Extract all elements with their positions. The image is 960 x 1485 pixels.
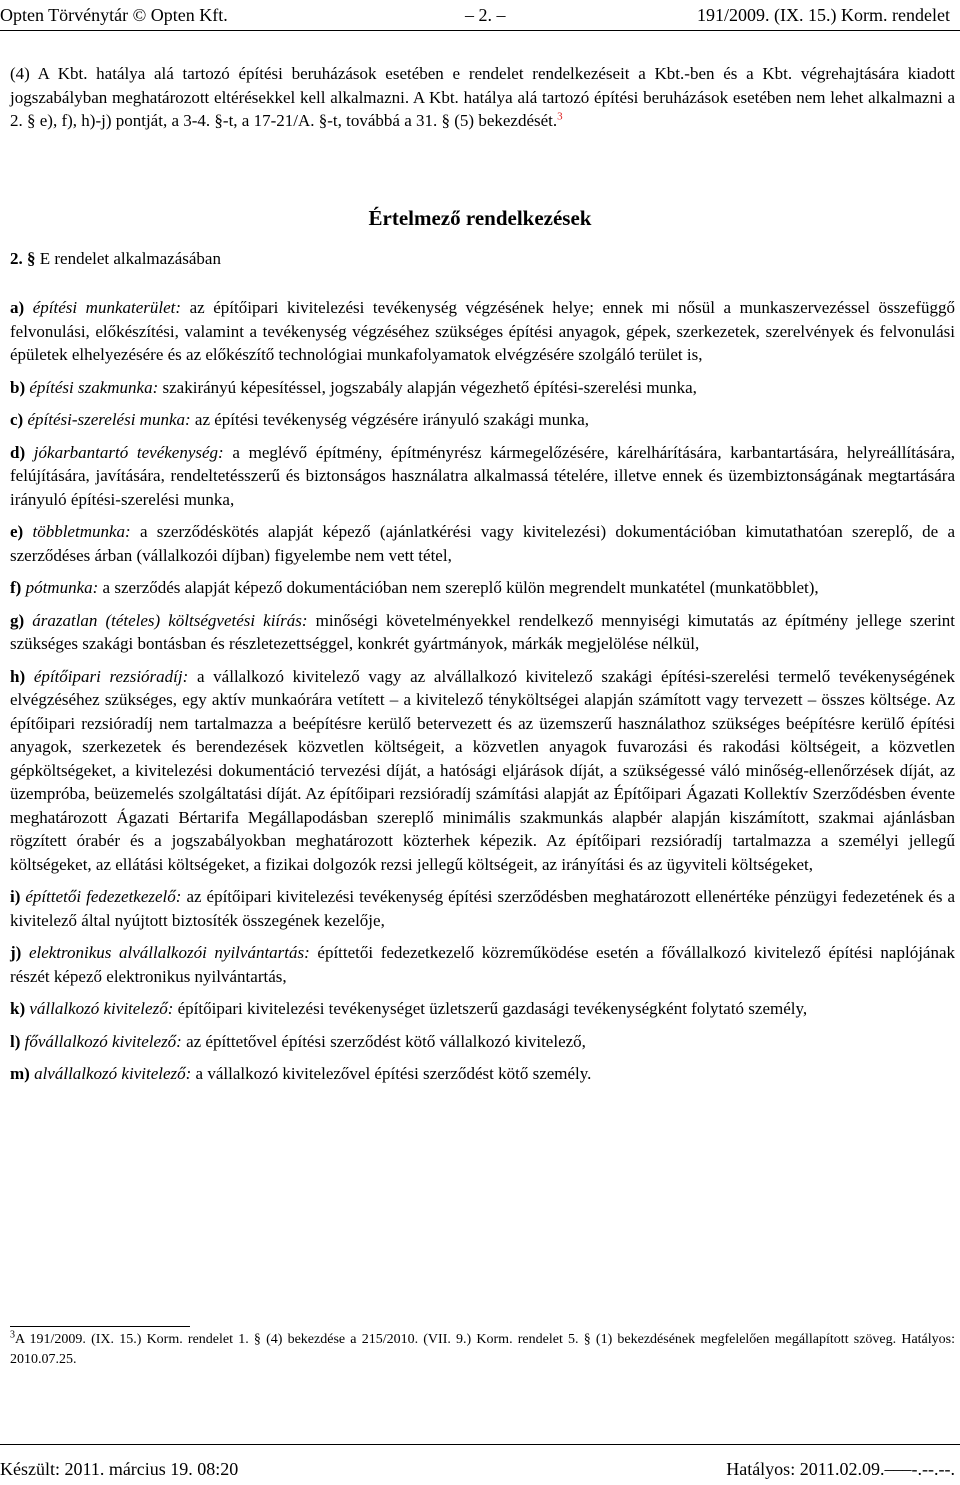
definition-list (10, 296, 955, 1095)
header-publisher: Opten Törvénytár © Opten Kft. (0, 5, 228, 25)
definition-item (10, 576, 955, 600)
definition-text: a szerződés alapját képező dokumentációban nem szereplő külön megrendelt munkatétel (munkatöbblet), (102, 578, 819, 597)
definition-text: a vállalkozó kivitelezővel építési szerződést kötő személy. (195, 1064, 592, 1083)
definition-term: vállalkozó kivitelező: (29, 999, 174, 1018)
definition-item (10, 296, 955, 367)
definition-letter: l) (10, 1031, 21, 1051)
definition-text: az építtetővel építési szerződést kötő vállalkozó kivitelező, (186, 1031, 586, 1051)
definition-term: pótmunka: (25, 578, 99, 597)
paragraph-4-text: (4) A Kbt. hatálya alá tartozó építési beruházások esetében e rendelet rendelkezéseit a Kbt.-ben és a Kbt. végrehajtására kiadott jogszabályban meghatározott eltérésekkel kell alkalmazni. A Kbt. hatálya alá tartozó építési beruházások esetében nem lehet alkalmazni a 2. § e), f), h)-j) pontját, a 3-4. §-t, a 17-21/A. §-t, továbbá a 31. § (5) bekezdését. (10, 64, 955, 130)
definition-term: elektronikus alvállalkozói nyilvántartás: (28, 943, 310, 962)
definition-item (10, 1062, 955, 1086)
definition-item (10, 665, 955, 877)
footnote-number: 3 (10, 1329, 15, 1341)
definition-letter: d) (10, 442, 26, 462)
definition-term: építési szakmunka: (29, 377, 159, 397)
definition-letter: j) (10, 943, 22, 962)
definition-item (10, 941, 955, 988)
definition-letter: a) (10, 298, 25, 317)
section-intro-text: E rendelet alkalmazásában (39, 249, 221, 268)
page-footer (0, 1444, 960, 1485)
definition-letter: m) (10, 1064, 30, 1083)
definition-text: építtetői fedezetkezelő közreműködése esetén a fővállalkozó kivitelező építési naplójának részét képező elektronikus nyilvántartás, (10, 943, 956, 986)
definition-item (10, 408, 955, 432)
definition-term: jókarbantartó tevékenység: (33, 442, 224, 462)
definition-text: az építőipari kivitelezési tevékenység építési szerződésben meghatározott ellenértéke pénzügyi fedezetének és a kivitelező által nyújtott biztosíték összegének kezelője, (10, 887, 956, 930)
definition-letter: e) (10, 522, 24, 541)
definition-term: építési-szerelési munka: (27, 410, 191, 429)
definition-term: építőipari rezsióradíj: (33, 666, 189, 686)
definition-item (10, 441, 955, 512)
definition-letter: g) (10, 610, 25, 630)
section-number: 2. § (10, 249, 36, 268)
footnote (10, 1330, 955, 1370)
footer-effective: Hatályos: 2011.02.09.–––-.--.--. (726, 1459, 955, 1479)
definition-text: építőipari kivitelezési tevékenységet üzletszerű gazdasági tevékenységként folytató személy, (177, 999, 808, 1018)
definition-letter: k) (10, 999, 26, 1018)
definition-letter: h) (10, 666, 26, 686)
page-header (0, 0, 960, 31)
definition-letter: b) (10, 377, 26, 397)
definition-term: többletmunka: (32, 522, 131, 541)
definition-item (10, 609, 955, 656)
paragraph-4 (10, 62, 955, 133)
footnote-ref-link[interactable]: 3 (557, 110, 563, 123)
definition-text: a vállalkozó kivitelező vagy az alvállalkozó kivitelező szakági építési-szerelési termelő tevékenységének elvégzéséhez szükséges, egy aktív munkaórára vetített – a kivitelező tényköltségei alapján számított vagy tervezett – összes költsége. Az építőipari rezsióradíj nem tartalmazza a beépítésre kerülő betervezett és az üzemszerű használathoz szükséges beépítésre kerülő építési anyagok, szerkezetek és berendezések közvetlen költségeit, a közvetlen anyagok fuvarozási és rakodási költségeit, a közvetlen gépköltségeket, a kivitelezési dokumentáció tervezési díját, a hatósági eljárások díját, a szükségessé váló minőség-ellenőrzések díját, az üzempróba, beüzemelés szolgáltatási díját. Az építőipari rezsióradíj számítási alapját az Építőipari Ágazati Kollektív Szerződésben évente meghatározott Ágazati Bértarifa Megállapodásban szereplő minimális szakmunkás alapbér alapján kiszámított, szakmai ajánlásban rögzített órabér és a jogszabályokban meghatározott közterhek képezik. Az építőipari rezsióradíj tartalmazza a személyi jellegű költségeket, az ellátási költségeket, a fizikai dolgozók rezsi jellegű költségeit, az irányítási és az ügyviteli költségeket, (10, 666, 956, 874)
definition-text: az építőipari kivitelezési tevékenység végzésének helye; ennek mi nősül a munkaszervezéssel összefüggő felvonulási, előkészítési, valamint a tevékenység végzéséhez szükséges építési anyagok, gépek, szerkezetek, szerelvények és felvonulási épületek elhelyezésére és az előkészítő technológiai munkafolyamatok elvégzésére szolgáló terület is, (10, 298, 955, 364)
definition-text: a meglévő építmény, építményrész kármegelőzésére, kárelhárítására, karbantartására, helyreállítására, felújítására, javítására, rendeltetésszerű és biztonságos használatra alkalmassá tételére, illetve ennek és üzembiztonságának megtartására irányuló építési-szerelési munka, (10, 442, 956, 509)
definition-term: alvállalkozó kivitelező: (34, 1064, 192, 1083)
section-intro (10, 249, 221, 269)
footer-created: Készült: 2011. március 19. 08:20 (0, 1459, 239, 1479)
definition-text: szakirányú képesítéssel, jogszabály alapján végezhető építési-szerelési munka, (162, 377, 697, 397)
header-page-number: – 2. – (465, 5, 506, 25)
definition-item (10, 885, 955, 932)
definition-term: építtetői fedezetkezelő: (25, 887, 182, 906)
definition-text: az építési tevékenység végzésére irányuló szakági munka, (194, 410, 590, 429)
definition-item (10, 520, 955, 567)
definition-item (10, 1030, 955, 1054)
definition-item (10, 997, 955, 1021)
definition-letter: i) (10, 887, 21, 906)
definition-term: fővállalkozó kivitelező: (24, 1031, 182, 1051)
footnote-text: A 191/2009. (IX. 15.) Korm. rendelet 1. § (4) bekezdése a 215/2010. (VII. 9.) Korm. rendelet 5. § (1) bekezdésének megfelelően megállapított szöveg. Hatályos: 2010.07.25. (10, 1332, 955, 1367)
definition-letter: f) (10, 578, 22, 597)
header-regulation-id: 191/2009. (IX. 15.) Korm. rendelet (697, 5, 950, 25)
footnote-divider (10, 1326, 190, 1327)
definition-term: árazatlan (tételes) költségvetési kiírás: (32, 610, 308, 630)
definition-letter: c) (10, 410, 24, 429)
definition-text: minőségi követelményekkel rendelkező mennyiségi kimutatás az építmény jellege szerint szükséges szakági bontásban és részletezettséggel, konkrét gyártmányok, márkák megjelölése nélkül, (10, 610, 956, 653)
definition-text: a szerződéskötés alapját képező (ajánlatkérési vagy kivitelezési) dokumentációban kimutathatóan szereplő, de a szerződéses árban (vállalkozói díjban) figyelembe nem vett tétel, (10, 522, 956, 565)
definition-term: építési munkaterület: (32, 298, 182, 317)
definition-item (10, 376, 955, 400)
section-title: Értelmező rendelkezések (368, 206, 592, 230)
